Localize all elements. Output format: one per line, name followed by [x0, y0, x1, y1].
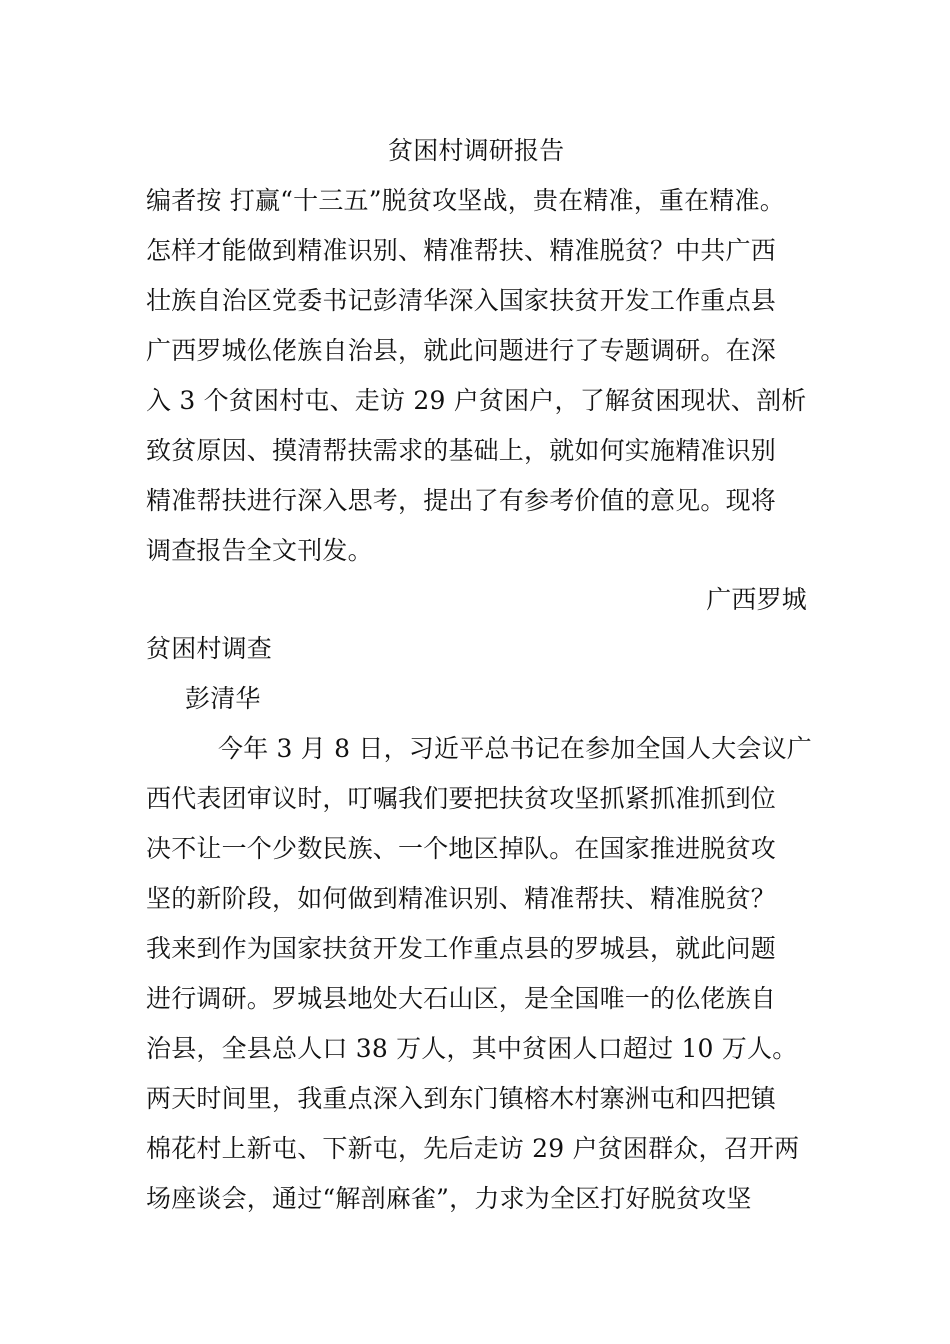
body-line-5: 我来到作为国家扶贫开发工作重点县的罗城县，就此问题: [146, 934, 777, 963]
body-line-7: 治县，全县总人口 38 万人，其中贫困人口超过 10 万人。: [146, 1034, 798, 1063]
editor-note-line-8: 调查报告全文刊发。: [146, 536, 373, 565]
editor-note-line-5: 入 3 个贫困村屯、走访 29 户贫困户，了解贫困现状、剖析: [146, 386, 807, 415]
document-title: 贫困村调研报告: [388, 136, 565, 165]
report-subtitle: 贫困村调查: [146, 634, 273, 663]
body-line-10: 场座谈会，通过“解剖麻雀”，力求为全区打好脱贫攻坚: [146, 1184, 752, 1213]
editor-note-line-3: 壮族自治区党委书记彭清华深入国家扶贫开发工作重点县: [146, 286, 777, 315]
editor-note-line-6: 致贫原因、摸清帮扶需求的基础上，就如何实施精准识别: [146, 436, 777, 465]
editor-note-line-4: 广西罗城仫佬族自治县，就此问题进行了专题调研。在深: [146, 336, 777, 365]
body-line-4: 坚的新阶段，如何做到精准识别、精准帮扶、精准脱贫？: [146, 884, 777, 913]
body-line-2: 西代表团审议时，叮嘱我们要把扶贫攻坚抓紧抓准抓到位: [146, 784, 777, 813]
body-line-8: 两天时间里，我重点深入到东门镇榕木村寨洲屯和四把镇: [146, 1084, 777, 1113]
editor-note-line-1: 编者按 打赢“十三五”脱贫攻坚战，贵在精准，重在精准。: [146, 186, 785, 215]
body-line-9: 棉花村上新屯、下新屯，先后走访 29 户贫困群众，召开两: [146, 1134, 800, 1163]
body-line-6: 进行调研。罗城县地处大石山区，是全国唯一的仫佬族自: [146, 984, 777, 1013]
body-line-3: 决不让一个少数民族、一个地区掉队。在国家推进脱贫攻: [146, 834, 777, 863]
editor-note-line-2: 怎样才能做到精准识别、精准帮扶、精准脱贫？中共广西: [146, 236, 777, 265]
body-line-1: 今年 3 月 8 日，习近平总书记在参加全国人大会议广: [218, 734, 813, 763]
location-label: 广西罗城: [706, 585, 807, 614]
author-name: 彭清华: [185, 684, 261, 713]
editor-note-line-7: 精准帮扶进行深入思考，提出了有参考价值的意见。现将: [146, 486, 777, 515]
